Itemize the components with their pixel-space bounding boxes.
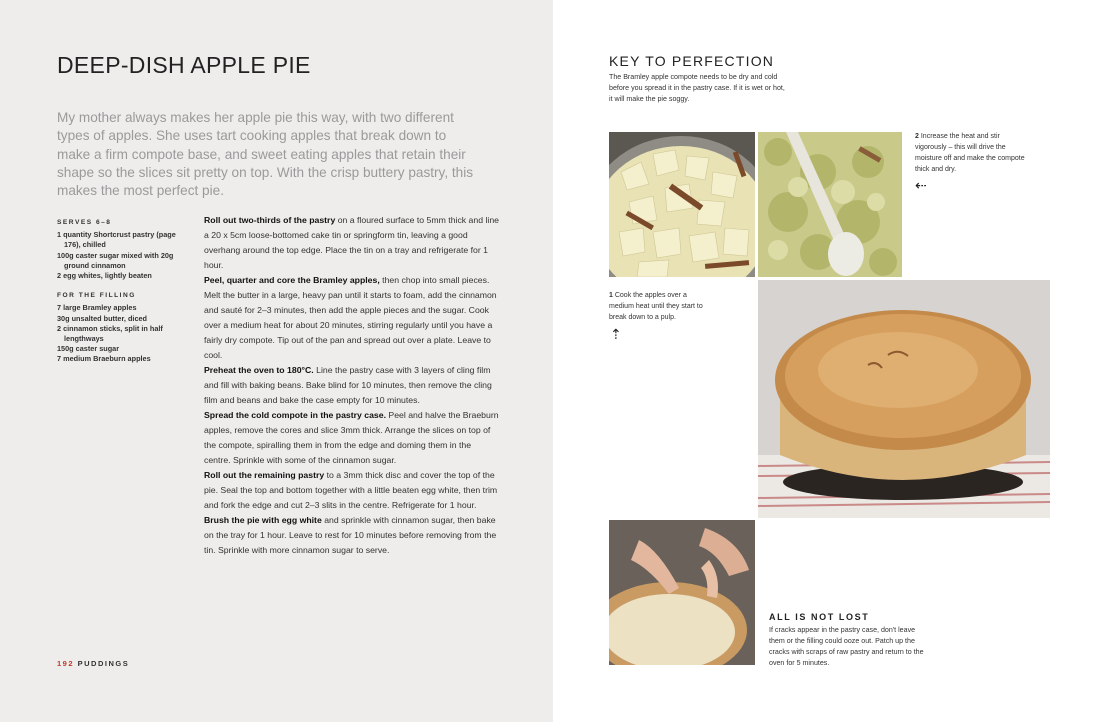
method-steps bbox=[204, 213, 500, 558]
step-text: and sprinkle with cinnamon sugar, then bake on the tray for 1 hour. Leave to rest for 10 minutes before removing from the tin. Sprinkle with more cinnamon sugar to serve. bbox=[204, 515, 497, 555]
filling-item: 150g caster sugar bbox=[57, 344, 120, 354]
method-step bbox=[204, 408, 500, 468]
photo-finished-pie bbox=[758, 280, 1050, 518]
method-step bbox=[204, 363, 500, 408]
caption-number: 2 bbox=[915, 133, 919, 140]
all-is-not-lost-text: If cracks appear in the pastry case, don't leave them or the filling could ooze out. Patch up the cracks with scraps of raw pastry and return to the oven for 5 minutes. bbox=[769, 626, 924, 667]
right-page bbox=[553, 0, 1105, 722]
step-lead: Roll out two-thirds of the pastry bbox=[204, 215, 336, 225]
step-lead: Peel, quarter and core the Bramley apples, bbox=[204, 275, 380, 285]
method-step bbox=[204, 213, 500, 273]
key-title: KEY TO PERFECTION bbox=[609, 53, 775, 69]
filling-item: 7 large Bramley apples bbox=[57, 303, 137, 313]
photo-patching-pastry bbox=[609, 520, 755, 665]
filling-item: 2 cinnamon sticks, split in half lengthways bbox=[57, 323, 163, 344]
serves-label: SERVES 6–8 bbox=[57, 219, 112, 226]
caption-text: Increase the heat and stir vigorously – this will drive the moisture off and make the compote thick and dry. bbox=[915, 133, 1025, 173]
method-step bbox=[204, 513, 500, 558]
step-text: Line the pastry case with 3 layers of cling film and fill with baking beans. Bake blind for 10 minutes, then remove the cling film and beans and bake the case empty for 10 minutes. bbox=[204, 365, 492, 405]
filling-item: 7 medium Braeburn apples bbox=[57, 354, 151, 364]
caption-step-2 bbox=[915, 131, 1025, 175]
page-number: 192 bbox=[57, 659, 75, 668]
ingredient-item: 2 egg whites, lightly beaten bbox=[57, 271, 152, 281]
recipe-intro: My mother always makes her apple pie this way, with two different types of apples. She uses tart cooking apples that break down to make a firm compote base, and sweet eating apples that retain their shape so the slices sit pretty on top. With the crisp buttery pastry, this makes the most perfect pie. bbox=[57, 110, 474, 199]
page-folio bbox=[57, 659, 129, 668]
ingredient-item: 1 quantity Shortcrust pastry (page 176), chilled bbox=[57, 230, 176, 250]
pastry-patch-illustration bbox=[609, 520, 755, 665]
recipe-title: DEEP-DISH APPLE PIE bbox=[57, 52, 311, 78]
step-lead: Roll out the remaining pastry bbox=[204, 470, 325, 480]
method-step bbox=[204, 273, 500, 363]
pie-illustration bbox=[758, 280, 1050, 518]
section-name: PUDDINGS bbox=[77, 659, 130, 668]
step-lead: Preheat the oven to 180°C. bbox=[204, 365, 314, 375]
step-lead: Spread the cold compote in the pastry case. bbox=[204, 410, 387, 420]
all-is-not-lost-title: ALL IS NOT LOST bbox=[769, 612, 870, 622]
caption-number: 1 bbox=[609, 292, 613, 299]
caption-step-1 bbox=[609, 290, 709, 323]
step-text: to a 3mm thick disc and cover the top of the pie. Seal the top and bottom together with a little beaten egg white, then trim and fork the edge and cut 2–3 slits in the centre. Refrigerate for 1 hour. bbox=[204, 470, 498, 510]
compote-illustration bbox=[758, 132, 902, 277]
photo-compote-stirred bbox=[758, 132, 902, 277]
filling-heading: FOR THE FILLING bbox=[57, 292, 136, 300]
caption-text: Cook the apples over a medium heat until they start to break down to a pulp. bbox=[609, 292, 703, 321]
arrow-up-icon: ⇡ bbox=[610, 326, 622, 342]
method-step bbox=[204, 468, 500, 513]
step-text: on a floured surface to 5mm thick and line a 20 x 5cm loose-bottomed cake tin or springform tin, leaving a good overhang around the top edge. Place the tin on a tray and refrigerate for 1 hour. bbox=[204, 215, 499, 270]
ingredient-item: 100g caster sugar mixed with 20g ground cinnamon bbox=[57, 250, 174, 270]
apples-pan-illustration bbox=[609, 132, 755, 277]
photo-apples-in-pan bbox=[609, 132, 755, 277]
ingredients-list bbox=[57, 218, 187, 365]
step-lead: Brush the pie with egg white bbox=[204, 515, 322, 525]
key-text: The Bramley apple compote needs to be dry and cold before you spread it in the pastry case. If it is wet or hot, it will make the pie soggy. bbox=[609, 73, 785, 103]
step-text: Peel and halve the Braeburn apples, remove the cores and slice 3mm thick. Arrange the slices on top of the compote, spiralling them in from the edge and doming them in the centre. Sprinkle with some of the cinnamon sugar. bbox=[204, 410, 499, 465]
arrow-left-icon: ⇠ bbox=[915, 177, 927, 193]
filling-item: 30g unsalted butter, diced bbox=[57, 313, 148, 323]
step-text: then chop into small pieces. Melt the butter in a large, heavy pan until it starts to foam, add the cinnamon and sauté for 2–3 minutes, then add the apple pieces and the sugar. Cook over a medium heat for about 20 minutes, stirring regularly until you have a fairly dry compote. Tip out of the pan and spread out over a plate. Leave to cool. bbox=[204, 275, 497, 360]
